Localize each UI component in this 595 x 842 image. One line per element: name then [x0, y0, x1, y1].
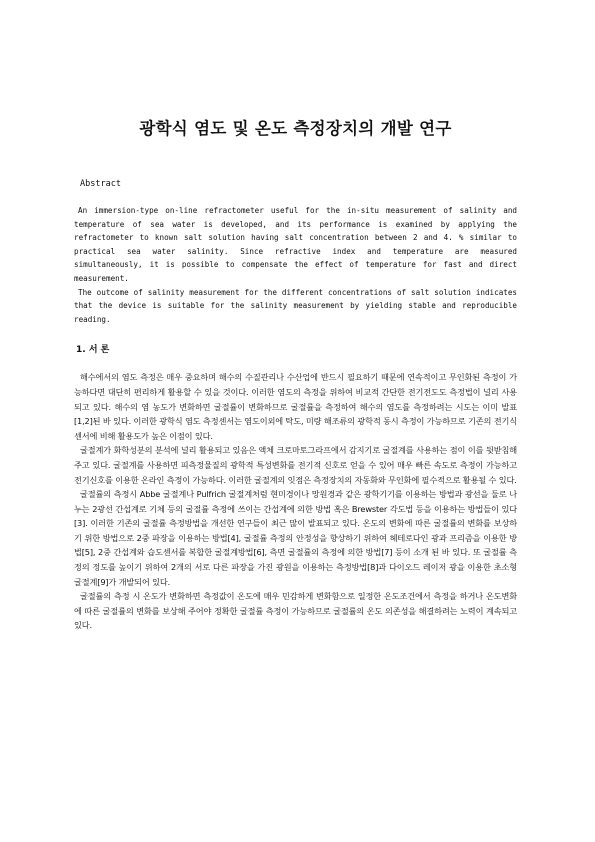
body-paragraph: 굴절률의 측정 시 온도가 변화하면 측정값이 온도에 매우 민감하게 변화함으로 일정한 온도조건에서 측정을 하거나 온도변화에 따른 굴절률의 변화를 보상해 주어야 정확한 굴절률 측정이 가능하므로 굴절률의 온도 의존성을 해결하려는 노력이 계속되고 있다.	[74, 591, 517, 631]
abstract-paragraph: The outcome of salinity measurement for the different concentrations of salt solution indicates that the device is suitable for the salinity measurement by yielding stable and reproducible reading.	[74, 287, 517, 324]
abstract-body	[74, 204, 517, 326]
abstract-paragraph: An immersion-type on-line refractometer useful for the in-situ measurement of salinity and temperature of sea water is developed, and its performance is examined by applying the refractometer to known salt solution having salt concentration between 2 and 4. % similar to practical sea water salinity. Since refractive index and temperature are measured simultaneously, it is possible to compensate the effect of temperature for fast and direct measurement.	[74, 206, 517, 283]
body-paragraph: 굴절률의 측정시 Abbe 굴절계나 Pulfrich 굴절계처럼 현미경이나 망원경과 같은 광학기기를 이용하는 방법과 광선을 둘로 나누는 2광선 간섭계로 기체 등의 굴절률 측정에 쓰이는 간섭계에 의한 방법 혹은 Brewster 각도법 등을 이용하는 방법들이 있다[3]. 이러한 기존의 굴절률 측정방법을 개선한 연구들이 최근 많이 발표되고 있다. 온도의 변화에 따른 굴절률의 변화를 보상하기 위한 방법으로 2중 파장을 이용하는 방법[4], 굴절률 측정의 안정성을 향상하기 위하여 헤테로다인 광과 프리즘을 이용한 방법[5], 2중 간섭계와 습도센서를 복합한 굴절계방법[6], 측면 굴절률의 측정에 의한 방법[7] 등이 소개 된 바 있다. 또 굴절률 측정의 정도를 높이기 위하여 2개의 서로 다른 파장을 가진 광원을 이용하는 측정방법[8]과 다이오드 레이저 광을 이용한 초소형 굴절계[9]가 개발되어 있다.	[74, 489, 517, 587]
section-heading-introduction: 1. 서 론	[76, 345, 110, 356]
abstract-heading: Abstract	[80, 179, 121, 189]
body-paragraph: 굴절계가 화학성분의 분석에 널리 활용되고 있음은 액체 크로마토그라프에서 감지기로 굴절계를 사용하는 점이 이를 뒷받침해주고 있다. 굴절계를 사용하면 피측정물질의 광학적 특성변화를 전기적 신호로 얻을 수 있어 매우 빠른 속도로 측정이 가능하고 전기신호를 이용한 온라인 측정이 가능하다. 이러한 굴절계의 잇점은 측정장치의 자동화와 무인화에 필수적으로 활용될 수 있다.	[74, 445, 517, 485]
body-paragraph: 해수에서의 염도 측정은 매우 중요하며 해수의 수질관리나 수산업에 반드시 필요하기 때문에 연속적이고 무인화된 측정이 가능하다면 대단히 편리하게 활용할 수 있을 것이다. 이러한 염도의 측정을 위하여 비교적 간단한 전기전도도 측정법이 널리 사용되고 있다. 해수의 염 농도가 변화하면 굴절률이 변화하므로 굴절률을 측정하여 해수의 염도를 측정하려는 시도는 이미 발표[1,2]된 바 있다. 이러한 광학식 염도 측정센서는 염도이외에 탁도, 미량 해조류의 광학적 동시 측정이 가능하므로 기존의 전기식 센서에 비해 활용도가 높은 이점이 있다.	[74, 372, 518, 441]
paper-title: 광학식 염도 및 온도 측정장치의 개발 연구	[139, 119, 452, 138]
introduction-body	[74, 370, 517, 633]
